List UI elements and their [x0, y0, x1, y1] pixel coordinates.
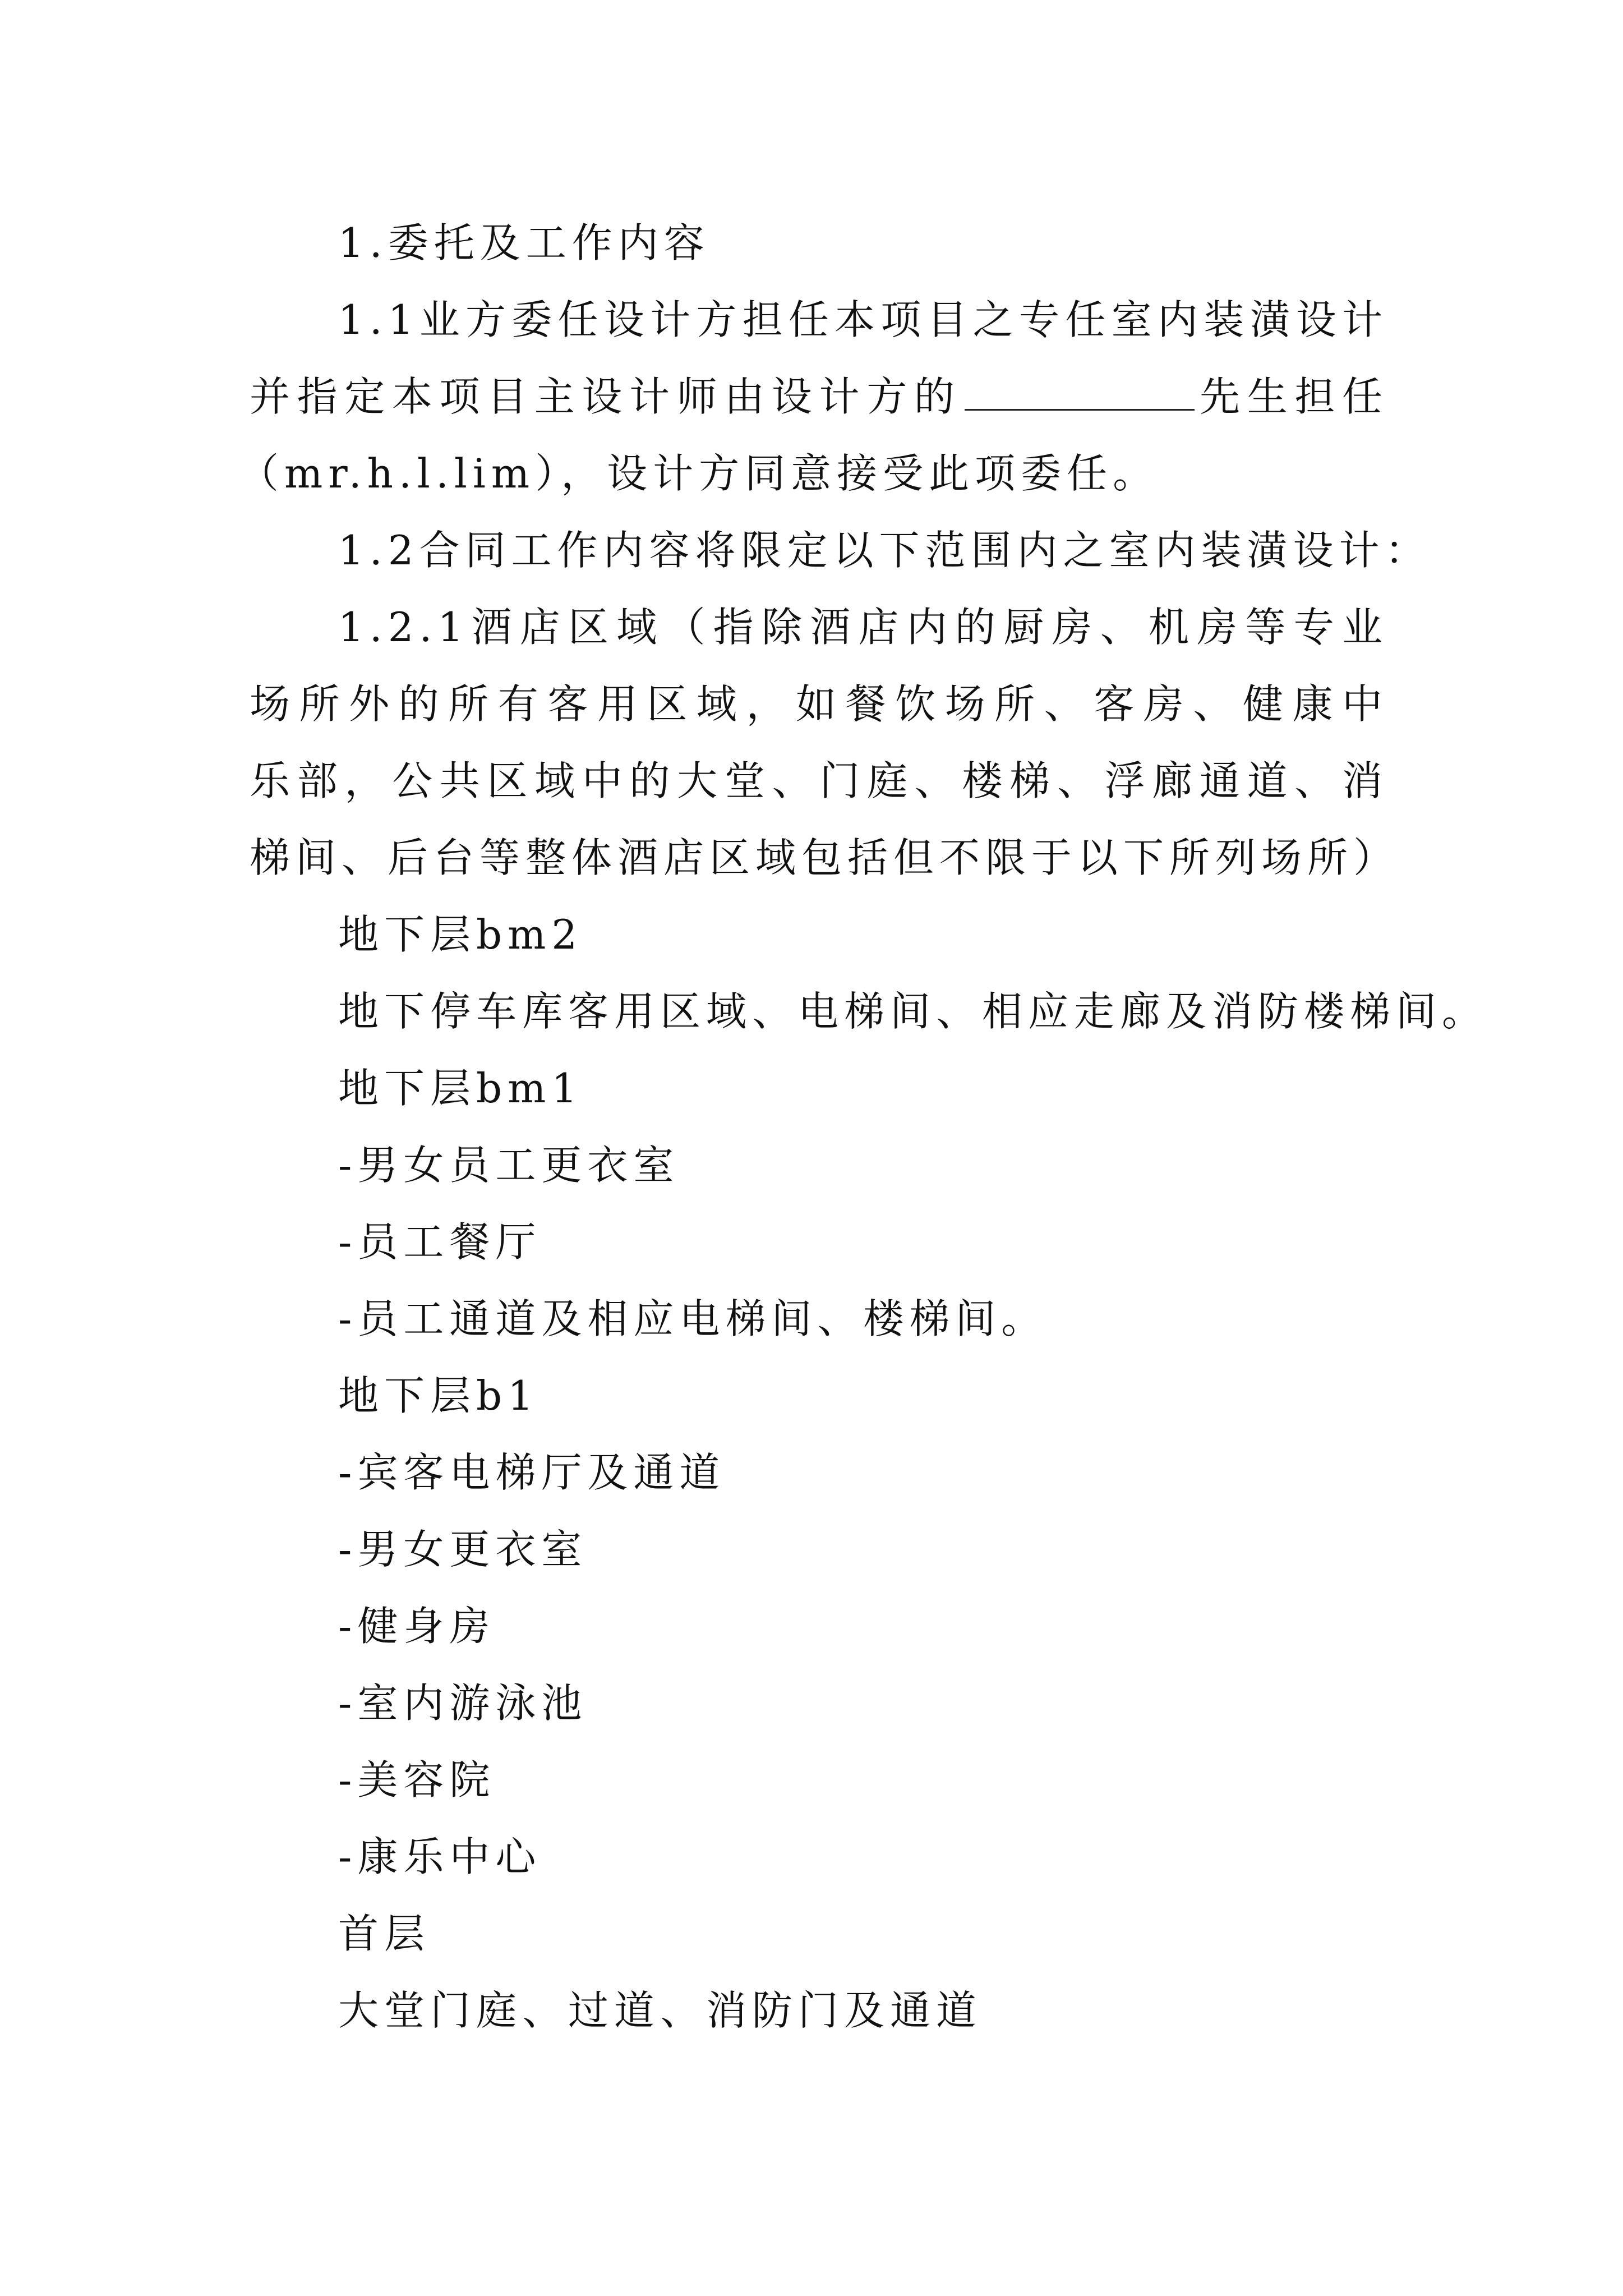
list-item: -康乐中心 — [338, 1833, 542, 1880]
clause-1-2-1-line-4: 梯间、后台等整体酒店区域包括但不限于以下所列场所） — [250, 834, 1400, 881]
section-heading: 1.委托及工作内容 — [338, 219, 710, 266]
list-item: -美容院 — [338, 1756, 496, 1803]
floor-heading-ground: 首层 — [338, 1910, 431, 1957]
list-item: -室内游泳池 — [338, 1680, 588, 1727]
floor-heading-bm2: 地下层bm2 — [338, 911, 583, 958]
list-item: -男女员工更衣室 — [338, 1142, 680, 1189]
list-item: -男女更衣室 — [338, 1526, 588, 1573]
list-item: -员工餐厅 — [338, 1218, 542, 1266]
floor-heading-b1: 地下层b1 — [338, 1372, 539, 1419]
list-item: -宾客电梯厅及通道 — [338, 1449, 726, 1496]
clause-1-1-line-3 — [238, 435, 1388, 512]
clause-1-1-text-before-blank: 并指定本项目主设计师由设计方的 — [250, 373, 962, 420]
clause-1-2-1-line-3: 乐部，公共区域中的大堂、门庭、楼梯、浮廊通道、消 — [250, 757, 1388, 804]
list-item: -健身房 — [338, 1603, 496, 1650]
floor-ground-description: 大堂门庭、过道、消防门及通道 — [338, 1987, 983, 2034]
clause-1-1-line-2 — [250, 358, 1388, 435]
list-item: -员工通道及相应电梯间、楼梯间。 — [338, 1295, 1048, 1342]
floor-bm2-description: 地下停车库客用区域、电梯间、相应走廊及消防楼梯间。 — [338, 988, 1488, 1035]
clause-1-2: 1.2合同工作内容将限定以下范围内之室内装潢设计： — [338, 527, 1431, 574]
clause-1-2-1-line-1: 1.2.1酒店区域（指除酒店内的厨房、机房等专业 — [338, 604, 1388, 651]
floor-heading-bm1: 地下层bm1 — [338, 1065, 583, 1112]
clause-1-1-line-3-text: （mr.h.l.lim），设计方同意接受此项委任。 — [238, 450, 1159, 497]
clause-1-2-1-line-2: 场所外的所有客用区域，如餐饮场所、客房、健康中 — [250, 680, 1388, 728]
clause-1-1-text-after-blank: 先生担任 — [1198, 373, 1388, 420]
clause-1-1-line-1: 1.1业方委任设计方担任本项目之专任室内装潢设计 — [338, 296, 1388, 343]
designer-name-blank — [965, 374, 1195, 411]
document-body — [238, 205, 1488, 2049]
